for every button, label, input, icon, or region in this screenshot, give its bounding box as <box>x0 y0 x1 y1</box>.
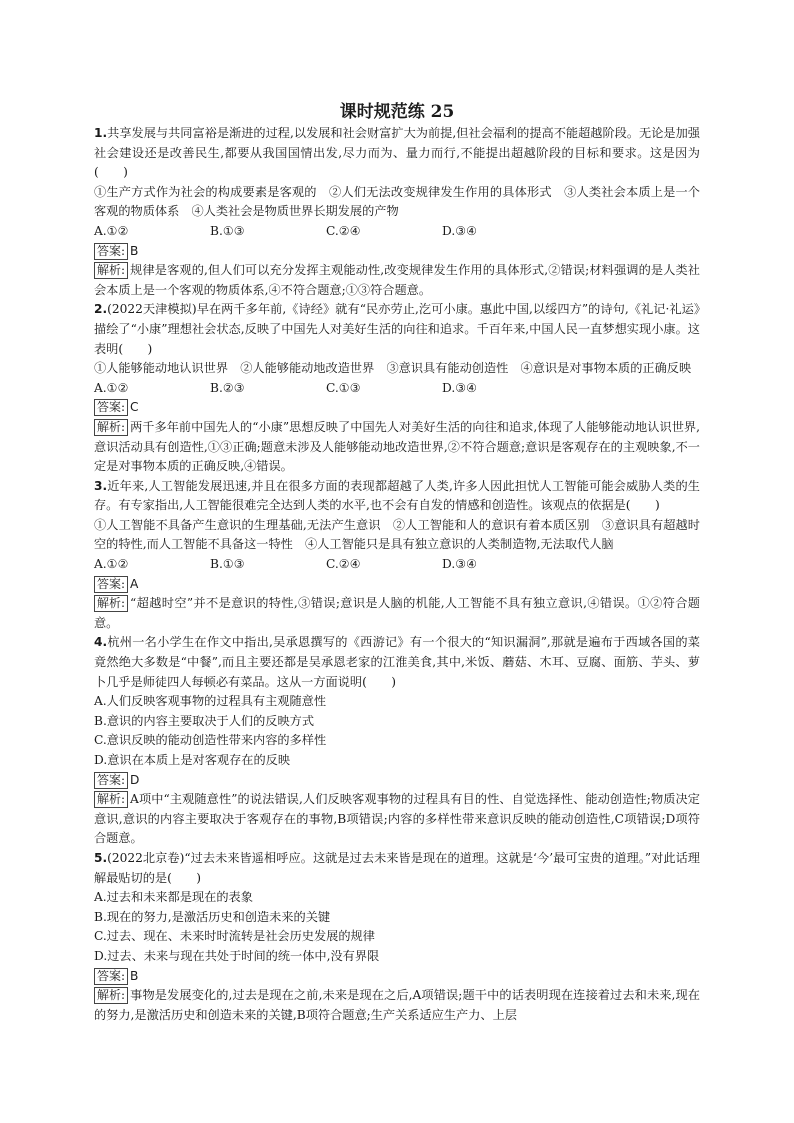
option-row <box>94 222 700 242</box>
option-a: A.①② <box>94 380 129 395</box>
option-b: B.②③ <box>210 380 245 395</box>
question-number: 5. <box>94 850 108 865</box>
question-stem <box>94 300 700 359</box>
option-b: B.①③ <box>210 223 245 238</box>
question-text: 近年来,人工智能发展迅速,并且在很多方面的表现都超越了人类,许多人因此担忧人工智能可能会威胁人类的生存。有专家指出,人工智能很难完全达到人类的水平,也不会有自发的情感和创造性。该观点的依据是( ) <box>94 478 700 513</box>
answer-value: D <box>130 772 140 787</box>
question-1 <box>94 124 700 300</box>
question-stem <box>94 477 700 516</box>
answer-line <box>94 771 700 791</box>
choice-b: B.现在的努力,是激活历史和创造未来的关键 <box>94 909 331 924</box>
answer-line <box>94 398 700 418</box>
analysis-line <box>94 418 700 477</box>
choice-b: B.意识的内容主要取决于人们的反映方式 <box>94 713 315 728</box>
option-c: C.②④ <box>326 557 361 572</box>
option-c: C.①③ <box>326 380 361 395</box>
analysis-line <box>94 986 700 1025</box>
analysis-text: 两千多年前中国先人的“小康”思想反映了中国先人对美好生活的向往和追求,体现了人能够能动地认识世界,意识活动具有创造性,①③正确;题意未涉及人能够能动地改造世界,②不符合题意;意识是客观存在的主观映象,不一定是对事物本质的正确反映,④错误。 <box>94 419 700 474</box>
option-row <box>94 379 700 399</box>
option-d: D.③④ <box>442 380 478 395</box>
choice-a: A.人们反映客观事物的过程具有主观随意性 <box>94 694 327 709</box>
question-statements: ①人工智能不具备产生意识的生理基础,无法产生意识 ②人工智能和人的意识有着本质区别 ③意识具有超越时空的特性,而人工智能不具备这一特性 ④人工智能只是具有独立意识的人类制造物,无法取代人脑 <box>94 517 700 552</box>
question-stem <box>94 633 700 692</box>
option-a: A.①② <box>94 557 129 572</box>
exercise-page <box>94 100 700 1025</box>
answer-value: B <box>130 243 139 258</box>
analysis-line <box>94 261 700 300</box>
option-d: D.③④ <box>442 223 478 238</box>
question-statements: ①生产方式作为社会的构成要素是客观的 ②人们无法改变规律发生作用的具体形式 ③人类社会本质上是一个客观的物质体系 ④人类社会是物质世界长期发展的产物 <box>94 184 700 219</box>
choice-d: D.意识在本质上是对客观存在的反映 <box>94 753 291 767</box>
answer-line <box>94 967 700 987</box>
analysis-label: 解析: <box>94 419 128 436</box>
analysis-line <box>94 594 700 633</box>
analysis-label: 解析: <box>94 262 128 279</box>
question-statements: ①人能够能动地认识世界 ②人能够能动地改造世界 ③意识具有能动创造性 ④意识是对事物本质的正确反映 <box>94 361 692 376</box>
question-text: 共享发展与共同富裕是渐进的过程,以发展和社会财富扩大为前提,但社会福利的提高不能超越阶段。无论是加强社会建设还是改善民生,都要从我国国情出发,尽力而为、量力而行,不能提出超越阶段的目标和要求。这是因为( ) <box>94 126 700 180</box>
option-d: D.③④ <box>442 557 478 572</box>
question-number: 1. <box>94 126 108 140</box>
answer-value: B <box>130 968 139 983</box>
page-title: 课时规范练 25 <box>339 102 455 122</box>
choice-c: C.过去、现在、未来时时流转是社会历史发展的规律 <box>94 929 375 944</box>
analysis-label: 解析: <box>94 987 128 1004</box>
answer-label: 答案: <box>94 772 128 789</box>
answer-label: 答案: <box>94 243 128 260</box>
analysis-label: 解析: <box>94 595 128 612</box>
analysis-label: 解析: <box>94 791 128 808</box>
question-4 <box>94 633 700 849</box>
answer-line <box>94 575 700 595</box>
question-5 <box>94 849 700 1025</box>
choice-a: A.过去和未来都是现在的表象 <box>94 890 253 905</box>
question-number: 3. <box>94 478 108 493</box>
answer-line <box>94 242 700 262</box>
answer-label: 答案: <box>94 968 128 985</box>
question-stem <box>94 849 700 888</box>
option-a: A.①② <box>94 223 129 238</box>
question-text: 杭州一名小学生在作文中指出,吴承恩撰写的《西游记》有一个很大的“知识漏洞”,那就是遍布于西域各国的菜竟然绝大多数是“中餐”,而且主要还都是吴承恩老家的江淮美食,其中,米饭、蘑菇、木耳、豆腐、面筋、芋头、萝卜几乎是师徒四人每顿必有菜品。这从一方面说明( ) <box>94 635 700 689</box>
answer-label: 答案: <box>94 399 128 416</box>
analysis-text: 规律是客观的,但人们可以充分发挥主观能动性,改变规律发生作用的具体形式,②错误;材料强调的是人类社会本质上是一个客观的物质体系,④不符合题意;①③符合题意。 <box>94 263 700 297</box>
question-3 <box>94 477 700 634</box>
analysis-text: A项中“主观随意性”的说法错误,人们反映客观事物的过程具有目的性、自觉选择性、能动创造性;物质决定意识,意识的内容主要取决于客观存在的事物,B项错误;内容的多样性带来意识反映的能动创造性,C项错误;D项符合题意。 <box>94 792 700 846</box>
question-text: (2022天津模拟)早在两千多年前,《诗经》就有“民亦劳止,汔可小康。惠此中国,以绥四方”的诗句,《礼记·礼运》描绘了“小康”理想社会状态,反映了中国先人对美好生活的向往和追求。千百年来,中国人民一直梦想实现小康。这表明( ) <box>94 302 700 356</box>
question-stem <box>94 124 700 183</box>
analysis-line <box>94 790 700 849</box>
option-b: B.①③ <box>210 557 245 572</box>
choice-c: C.意识反映的能动创造性带来内容的多样性 <box>94 733 327 748</box>
question-2 <box>94 300 700 476</box>
answer-value: C <box>130 400 139 415</box>
analysis-text: “超越时空”并不是意识的特性,③错误;意识是人脑的机能,人工智能不具有独立意识,④错误。①②符合题意。 <box>94 596 700 630</box>
choice-d: D.过去、未来与现在共处于时间的统一体中,没有界限 <box>94 948 380 963</box>
question-number: 4. <box>94 635 108 650</box>
question-text: (2022北京卷)“过去未来皆遥相呼应。这就是过去未来皆是现在的道理。这就是‘今’最可宝贵的道理。”对此话理解最贴切的是( ) <box>94 850 700 885</box>
answer-value: A <box>130 576 139 591</box>
analysis-text: 事物是发展变化的,过去是现在之前,未来是现在之后,A项错误;题干中的话表明现在连接着过去和未来,现在的努力,是激活历史和创造未来的关键,B项符合题意;生产关系适应生产力、上层 <box>94 988 700 1022</box>
question-number: 2. <box>94 302 108 317</box>
option-row <box>94 555 700 575</box>
answer-label: 答案: <box>94 576 128 593</box>
option-c: C.②④ <box>326 223 361 238</box>
